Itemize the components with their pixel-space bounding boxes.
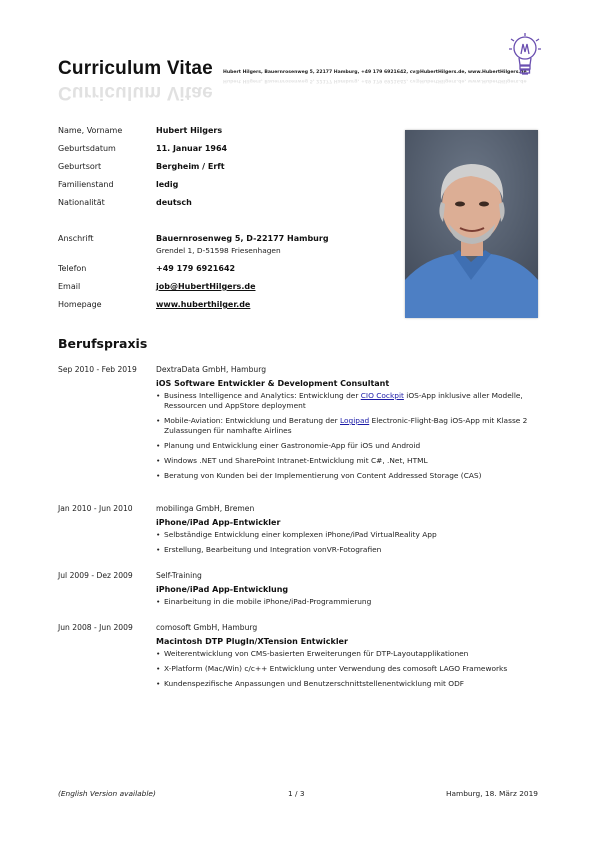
page-footer xyxy=(58,789,538,801)
job-bullet: • Windows .NET und SharePoint Intranet-Entwicklung mit C#, .Net, HTML xyxy=(156,456,538,466)
job-role: Macintosh DTP PlugIn/XTension Entwickler xyxy=(156,637,348,646)
info-label: Homepage xyxy=(58,300,102,309)
job-bullet: • Einarbeitung in die mobile iPhone/iPad-Programmierung xyxy=(156,597,538,607)
logipad-link[interactable]: Logipad xyxy=(340,416,370,425)
job-role: iOS Software Entwickler & Development Consultant xyxy=(156,379,390,388)
footer-place-date: Hamburg, 18. März 2019 xyxy=(445,789,538,798)
homepage-link[interactable]: www.huberthilger.de xyxy=(156,300,251,309)
footer-english-note: (English Version available) xyxy=(58,789,156,798)
cv-title-reflection: Curriculum Vitae xyxy=(58,82,213,103)
info-value: Bergheim / Erft xyxy=(156,162,225,171)
job-bullet: • X-Platform (Mac/Win) c/c++ Entwicklung unter Verwendung des comosoft LAGO Frameworks xyxy=(156,664,538,674)
job-bullet: • Business Intelligence and Analytics: Entwicklung der CIO Cockpit iOS-App inklusive aller Modelle, Ressourcen und AppStore deployment xyxy=(156,391,538,411)
section-title-experience: Berufspraxis xyxy=(58,336,148,351)
job-company: DextraData GmbH, Hamburg xyxy=(156,365,267,374)
job-bullet: • Weiterentwicklung von CMS-basierten Erweiterungen für DTP-Layoutapplikationen xyxy=(156,649,538,659)
info-row-homepage xyxy=(58,300,388,318)
header-contact-line: Hubert Hilgers, Bauernrosenweg 5, 22177 Hamburg, +49 179 6921642, cv@HubertHilgers.de, www.HubertHilgers.de xyxy=(223,70,527,75)
email-link[interactable]: job@HubertHilgers.de xyxy=(156,282,256,291)
personal-info xyxy=(58,126,388,318)
job-bullet: • Beratung von Kunden bei der Implementierung von Content Addressed Storage (CAS) xyxy=(156,471,538,481)
job-bullet: • Erstellung, Bearbeitung und Integration vonVR-Fotografien xyxy=(156,545,538,555)
info-row-birthdate xyxy=(58,144,388,162)
job-period: Sep 2010 - Feb 2019 xyxy=(58,365,137,374)
info-row-phone xyxy=(58,264,388,282)
info-row-email xyxy=(58,282,388,300)
info-label: Name, Vorname xyxy=(58,126,123,135)
cv-header xyxy=(58,58,538,108)
job-period: Jun 2008 - Jun 2009 xyxy=(58,623,133,632)
info-label: Nationalität xyxy=(58,198,105,207)
cv-title: Curriculum Vitae xyxy=(58,58,213,79)
address-primary: Bauernrosenweg 5, D-22177 Hamburg xyxy=(156,234,329,243)
info-label: Telefon xyxy=(58,264,87,273)
header-contact-reflection: Hubert Hilgers, Bauernrosenweg 5, 22177 Hamburg, +49 179 6921642, cv@HubertHilgers.de, www.HubertHilgers.de xyxy=(223,78,527,83)
info-row-birthplace xyxy=(58,162,388,180)
job-company: Self-Training xyxy=(156,571,202,580)
info-label: Geburtsort xyxy=(58,162,102,171)
job-role: iPhone/iPad App-Entwicklung xyxy=(156,585,289,594)
info-label: Anschrift xyxy=(58,234,94,243)
lightbulb-icon xyxy=(508,32,542,80)
job-role: iPhone/iPad App-Entwickler xyxy=(156,518,281,527)
job-bullet: • Mobile-Aviation: Entwicklung und Beratung der Logipad Electronic-Flight-Bag iOS-App mit Klasse 2 Zulassungen für namhafte Airlines xyxy=(156,416,538,436)
job-bullet: • Planung und Entwicklung einer Gastronomie-App für iOS und Android xyxy=(156,441,538,451)
cio-cockpit-link[interactable]: CIO Cockpit xyxy=(360,391,404,400)
info-label: Familienstand xyxy=(58,180,114,189)
job-bullet: • Kundenspezifische Anpassungen und Benutzerschnittstellenentwicklung mit ODF xyxy=(156,679,538,689)
job-bullet: • Selbständige Entwicklung einer komplexen iPhone/iPad VirtualReality App xyxy=(156,530,538,540)
info-row-name xyxy=(58,126,388,144)
info-row-address xyxy=(58,234,388,264)
info-value: 11. Januar 1964 xyxy=(156,144,228,153)
page-number: 1 / 3 xyxy=(288,789,305,798)
address-secondary: Grendel 1, D-51598 Friesenhagen xyxy=(156,246,281,255)
portrait-image xyxy=(405,130,538,318)
phone-value: +49 179 6921642 xyxy=(156,264,236,273)
info-value: ledig xyxy=(156,180,179,189)
job-company: mobilinga GmbH, Bremen xyxy=(156,504,255,513)
profile-photo xyxy=(405,130,538,318)
job-period: Jul 2009 - Dez 2009 xyxy=(58,571,133,580)
info-value: Hubert Hilgers xyxy=(156,126,223,135)
info-row-nationality xyxy=(58,198,388,216)
info-row-marital-status xyxy=(58,180,388,198)
info-label: Email xyxy=(58,282,81,291)
job-period: Jan 2010 - Jun 2010 xyxy=(58,504,133,513)
info-value: deutsch xyxy=(156,198,192,207)
info-label: Geburtsdatum xyxy=(58,144,116,153)
job-company: comosoft GmbH, Hamburg xyxy=(156,623,258,632)
